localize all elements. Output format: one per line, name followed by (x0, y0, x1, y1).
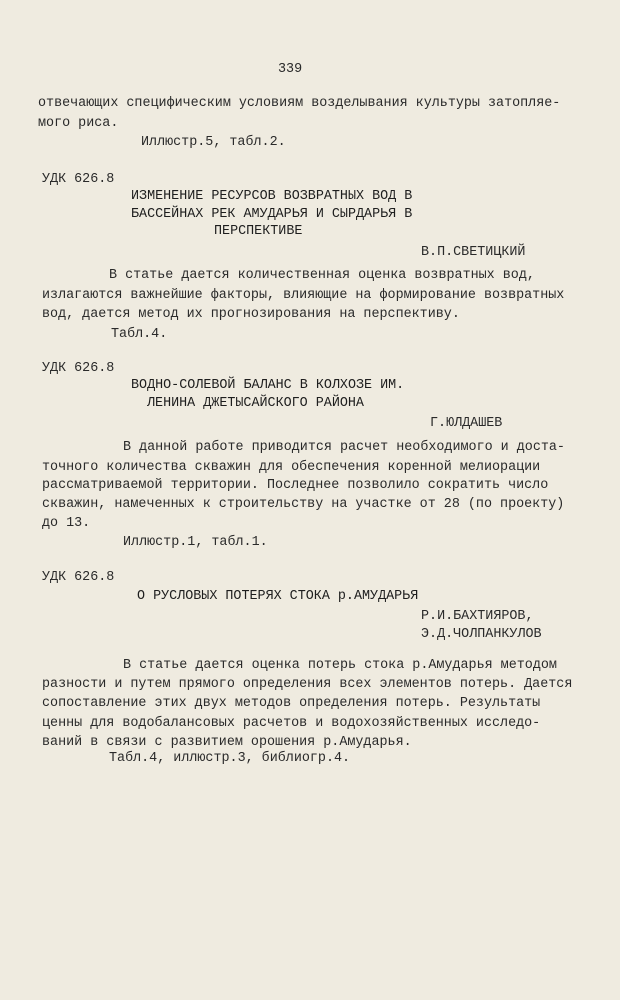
author-name: В.П.СВЕТИЦКИЙ (421, 245, 526, 260)
abstract-line: скважин, намеченных к строительству на участке от 28 (по проекту) (42, 497, 565, 512)
article-title-line: ПЕРСПЕКТИВЕ (214, 224, 303, 239)
article-title-line: ВОДНО-СОЛЕВОЙ БАЛАНС В КОЛХОЗЕ ИМ. (131, 378, 405, 393)
abstract-line: разности и путем прямого определения всех элементов потерь. Дается (42, 677, 573, 692)
author-name: Г.ЮЛДАШЕВ (430, 416, 503, 431)
article-title-line: ИЗМЕНЕНИЕ РЕСУРСОВ ВОЗВРАТНЫХ ВОД В (131, 189, 413, 204)
article-title-line: ЛЕНИНА ДЖЕТЫСАЙСКОГО РАЙОНА (147, 396, 364, 411)
udk-code: УДК 626.8 (42, 361, 115, 376)
abstract-line: В статье дается количественная оценка возвратных вод, (109, 268, 535, 283)
abstract-line: В статье дается оценка потерь стока р.Амударья методом (123, 658, 557, 673)
author-name: Р.И.БАХТИЯРОВ, (421, 609, 534, 624)
author-name: Э.Д.ЧОЛПАНКУЛОВ (421, 627, 542, 642)
abstract-line: вод, дается метод их прогнозирования на перспективу. (42, 307, 460, 322)
abstract-line: точного количества скважин для обеспечения коренной мелиорации (42, 460, 541, 475)
abstract-line: сопоставление этих двух методов определения потерь. Результаты (42, 696, 541, 711)
intro-meta: Иллюстр.5, табл.2. (141, 135, 286, 150)
udk-code: УДК 626.8 (42, 172, 115, 187)
abstract-line: ценны для водобалансовых расчетов и водохозяйственных исследо- (42, 716, 541, 731)
intro-line-2: мого риса. (38, 116, 119, 131)
abstract-line: В данной работе приводится расчет необходимого и доста- (123, 440, 565, 455)
abstract-line: излагаются важнейшие факторы, влияющие на формирование возвратных (42, 288, 565, 303)
abstract-line: рассматриваемой территории. Последнее позволило сократить число (42, 478, 549, 493)
udk-code: УДК 626.8 (42, 570, 115, 585)
article-meta: Табл.4. (111, 327, 168, 342)
article-title-line: О РУСЛОВЫХ ПОТЕРЯХ СТОКА р.АМУДАРЬЯ (137, 589, 419, 604)
intro-line-1: отвечающих специфическим условиям возделывания культуры затопляе- (38, 96, 561, 111)
article-title-line: БАССЕЙНАХ РЕК АМУДАРЬЯ И СЫРДАРЬЯ В (131, 207, 413, 222)
page-number: 339 (278, 62, 303, 77)
article-meta: Табл.4, иллюстр.3, библиогр.4. (109, 751, 351, 766)
abstract-line: до 13. (42, 516, 91, 531)
article-meta: Иллюстр.1, табл.1. (123, 535, 268, 550)
abstract-line: ваний в связи с развитием орошения р.Амударья. (42, 735, 412, 750)
